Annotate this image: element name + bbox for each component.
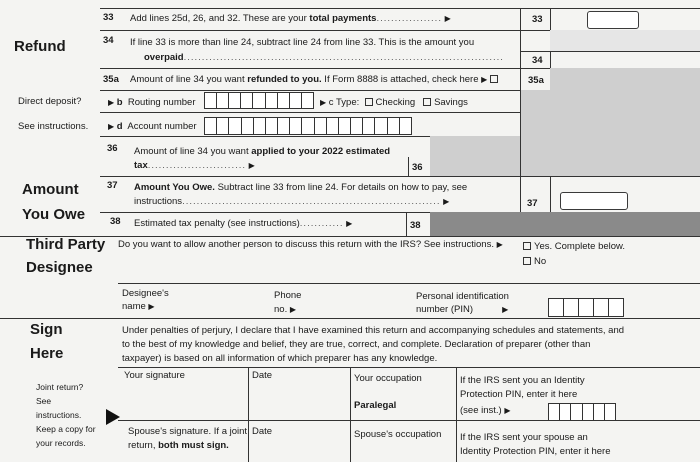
line-33-number: 33: [103, 12, 114, 23]
spouse-pin-text-2: Identity Protection PIN, enter it here: [460, 446, 611, 457]
account-number-field[interactable]: [204, 117, 412, 135]
ip-pin-text-1: If the IRS sent you an Identity: [460, 375, 585, 386]
shaded-area: [430, 136, 520, 176]
designee-heading: Designee: [26, 259, 93, 276]
spouse-pin-text-1: If the IRS sent your spouse an: [460, 432, 588, 443]
shaded-area: [521, 90, 550, 176]
checking-checkbox[interactable]: [365, 98, 373, 106]
shaded-area: [550, 68, 700, 176]
phone-label-2: no. ▶: [274, 304, 297, 315]
third-party-yes[interactable]: Yes. Complete below.: [523, 241, 625, 252]
date-label: Date: [252, 370, 273, 381]
line-38-number: 38: [110, 216, 121, 227]
line-35a-text: Amount of line 34 you want refunded to you. If Form 8888 is attached, check here ▶: [130, 74, 501, 85]
third-party-heading: Third Party: [26, 236, 106, 253]
joint-instructions-label: instructions.: [36, 410, 82, 420]
line-35b-label: ▶ b Routing number: [108, 97, 196, 108]
your-signature-label: Your signature: [124, 370, 185, 381]
your-records-label: your records.: [36, 438, 86, 448]
pin-label-2: number (PIN) ▶: [416, 304, 509, 315]
line-34-box-label: 34: [532, 55, 543, 66]
sign-here-arrow-icon: [106, 409, 120, 425]
your-occupation-label: Your occupation: [354, 373, 422, 384]
designee-name-label-2: name ▶: [122, 301, 155, 312]
occupation-value[interactable]: Paralegal: [354, 400, 397, 411]
line-34-number: 34: [103, 35, 114, 46]
line-37-box-label: 37: [527, 198, 538, 209]
designee-name-label: Designee's: [122, 288, 169, 299]
sign-heading: Sign: [30, 321, 63, 338]
you-owe-heading: You Owe: [22, 206, 86, 223]
line-38-box-label: 38: [410, 220, 421, 231]
shaded-area: [430, 212, 700, 236]
line-34-text: If line 33 is more than line 24, subtract line 24 from line 33. This is the amount you: [130, 37, 475, 48]
line-38-text: Estimated tax penalty (see instructions)............ ▶: [134, 218, 353, 229]
savings-checkbox[interactable]: [423, 98, 431, 106]
third-party-no[interactable]: No: [523, 256, 546, 267]
phone-label: Phone: [274, 290, 302, 301]
refund-heading: Refund: [14, 38, 66, 55]
perjury-line-2: to the best of my knowledge and belief, they are true, correct, and complete. Declaration of preparer (other than: [122, 339, 591, 350]
spouse-signature-label-2: return, both must sign.: [128, 440, 229, 451]
spouse-occupation-label: Spouse's occupation: [354, 429, 442, 440]
line-36-text-2: tax........................... ▶: [134, 160, 255, 171]
routing-number-field[interactable]: [204, 92, 314, 109]
line-37-text: Amount You Owe. Subtract line 33 from line 24. For details on how to pay, see: [134, 182, 468, 193]
joint-see-label: See: [36, 396, 52, 406]
pin-label: Personal identification: [416, 291, 509, 302]
joint-return-label: Joint return?: [36, 382, 84, 392]
amount-heading: Amount: [22, 181, 79, 198]
spouse-signature-label: Spouse's signature. If a joint: [128, 426, 248, 437]
shaded-area: [550, 30, 700, 51]
designee-pin-field[interactable]: [548, 298, 624, 317]
third-party-question: Do you want to allow another person to discuss this return with the IRS? See instructions. ▶: [118, 239, 503, 250]
account-type-row: ▶ c Type: Checking Savings: [320, 97, 468, 108]
line-36-box-label: 36: [412, 162, 423, 173]
line-36-text: Amount of line 34 you want applied to your 2022 estimated: [134, 146, 391, 157]
form-8888-checkbox[interactable]: [490, 75, 498, 83]
line-36-number: 36: [107, 143, 118, 154]
direct-deposit-label: Direct deposit?: [18, 96, 82, 107]
spouse-date-label: Date: [252, 426, 273, 437]
line-33-box-label: 33: [532, 14, 543, 25]
line-37-text-2: instructions....................................................................... ▶: [134, 196, 450, 207]
perjury-line-1: Under penalties of perjury, I declare that I have examined this return and accompanying schedules and statements, and: [122, 325, 625, 336]
line-35a-box-label: 35a: [528, 75, 544, 86]
ip-pin-text-3: (see inst.) ▶: [460, 405, 511, 416]
line-33-amount-field[interactable]: [587, 11, 639, 29]
line-35d-label: ▶ d Account number: [108, 121, 197, 132]
here-heading: Here: [30, 345, 64, 362]
line-34-text-2: overpaid........................................................................................: [144, 52, 504, 63]
line-33-text: Add lines 25d, 26, and 32. These are your total payments.................. ▶: [130, 13, 451, 24]
line-37-amount-field[interactable]: [560, 192, 628, 210]
yes-checkbox[interactable]: [523, 242, 531, 250]
line-35a-number: 35a: [103, 74, 119, 85]
ip-pin-field[interactable]: [548, 403, 616, 421]
line-37-number: 37: [107, 180, 118, 191]
no-checkbox[interactable]: [523, 257, 531, 265]
ip-pin-text-2: Protection PIN, enter it here: [460, 389, 578, 400]
keep-copy-label: Keep a copy for: [36, 424, 96, 434]
see-instructions-label: See instructions.: [18, 121, 89, 132]
perjury-line-3: taxpayer) is based on all information of which preparer has any knowledge.: [122, 353, 438, 364]
